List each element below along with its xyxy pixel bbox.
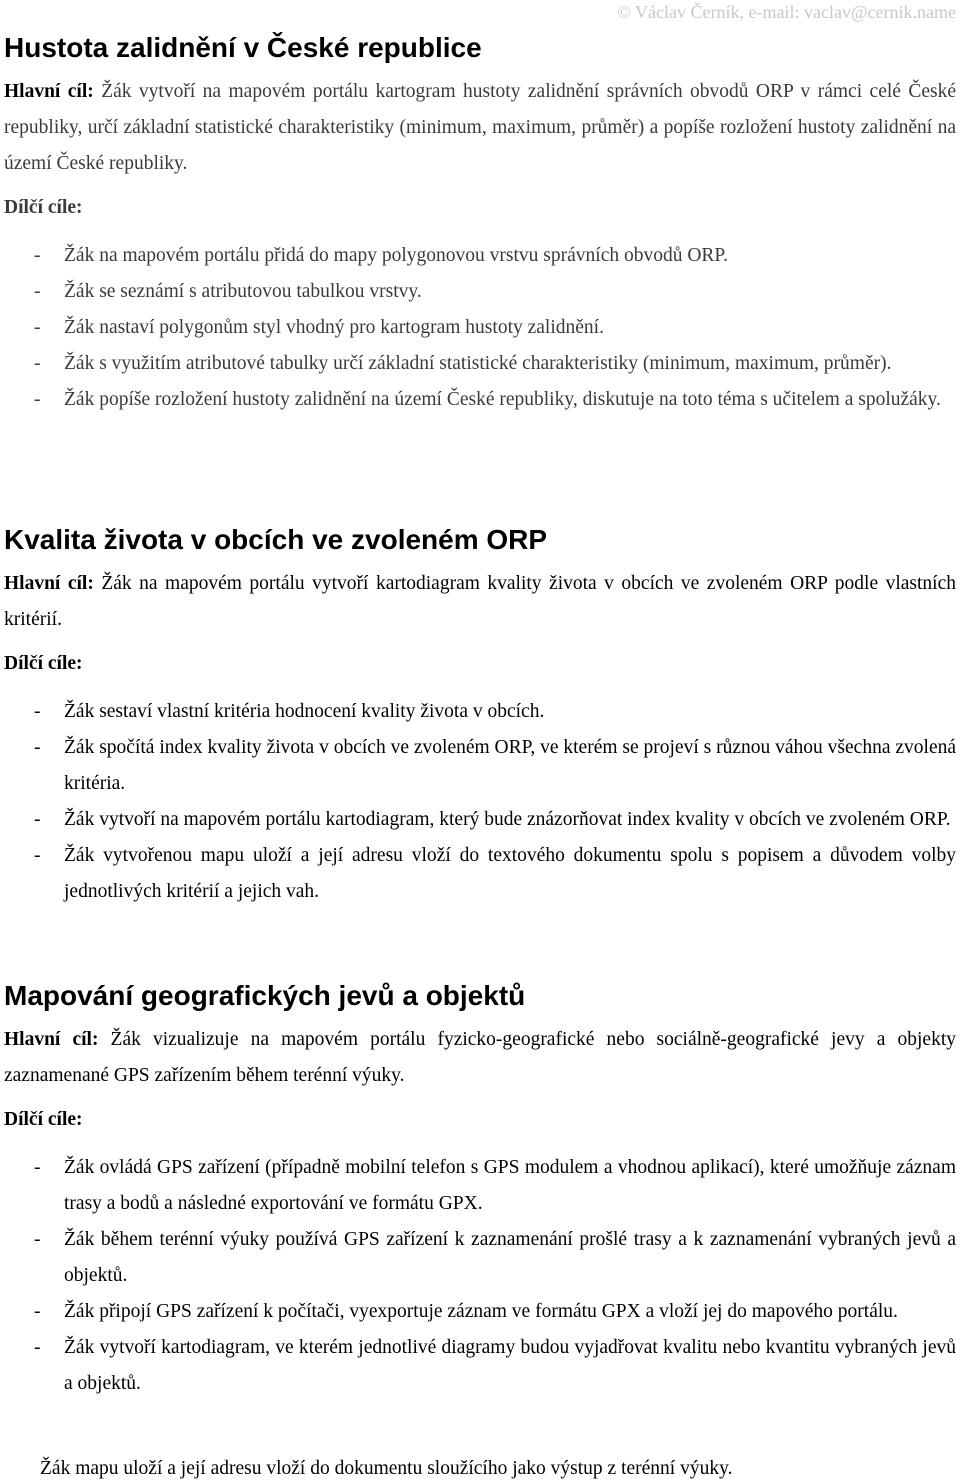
subgoals-list — [4, 694, 956, 910]
main-goal-text: Žák vizualizuje na mapovém portálu fyzicko-geografické nebo sociálně-geografické jevy a objekty zaznamenané GPS zařízením během terénní výuky. — [4, 1029, 956, 1086]
list-item: - Žák připojí GPS zařízení k počítači, vyexportuje záznam ve formátu GPX a vloží jej do mapového portálu. — [34, 1301, 898, 1322]
subgoals-list — [4, 1150, 956, 1402]
list-item: - Žák vytvoří kartodiagram, ve kterém jednotlivé diagramy budou vyjadřovat kvalitu nebo kvantitu vybraných jevů a objektů. — [34, 1337, 956, 1394]
main-goal-text: Žák na mapovém portálu vytvoří kartodiagram kvality života v obcích ve zvoleném ORP podle vlastních kritérií. — [4, 573, 956, 630]
list-item: - Žák s využitím atributové tabulky určí základní statistické charakteristiky (minimum, maximum, průměr). — [34, 353, 892, 374]
copyright-notice: © Václav Černík, e-mail: vaclav@cernik.name — [617, 2, 956, 22]
subgoals-label: Dílčí cíle: — [4, 653, 83, 674]
list-item: - Žák vytvořenou mapu uloží a její adresu vloží do textového dokumentu spolu s popisem a důvodem volby jednotlivých kritérií a jejich vah. — [34, 845, 956, 902]
main-goal-text: Žák vytvoří na mapovém portálu kartogram hustoty zalidnění správních obvodů ORP v rámci celé České republiky, určí základní statistické charakteristiky (minimum, maximum, průměr) a popíše rozložení hustoty zalidnění na území České republiky. — [4, 81, 956, 174]
main-goal — [4, 1022, 956, 1094]
section-geographic-mapping — [4, 978, 956, 1402]
main-goal-label: Hlavní cíl: — [4, 81, 94, 102]
list-item: - Žák se seznámí s atributovou tabulkou vrstvy. — [34, 281, 422, 302]
main-goal-label: Hlavní cíl: — [4, 1029, 99, 1050]
list-item: - Žák sestaví vlastní kritéria hodnocení kvality života v obcích. — [34, 701, 545, 722]
list-item: - Žák ovládá GPS zařízení (případně mobilní telefon s GPS modulem a vhodnou aplikací), které umožňuje záznam trasy a bodů a následné exportování ve formátu GPX. — [34, 1157, 956, 1214]
footer-note: Žák mapu uloží a její adresu vloží do dokumentu sloužícího jako výstup z terénní výuky. — [40, 1458, 733, 1479]
main-goal-label: Hlavní cíl: — [4, 573, 94, 594]
subgoals-list — [4, 238, 956, 418]
list-item: - Žák popíše rozložení hustoty zalidnění na území České republiky, diskutuje na toto téma s učitelem a spolužáky. — [34, 389, 941, 410]
section-title: Kvalita života v obcích ve zvoleném ORP — [4, 524, 548, 555]
list-item: - Žák během terénní výuky používá GPS zařízení k zaznamenání prošlé trasy a k zaznamenání vybraných jevů a objektů. — [34, 1229, 956, 1286]
main-goal — [4, 566, 956, 638]
main-goal — [4, 74, 956, 182]
section-quality-of-life — [4, 522, 956, 910]
list-item: - Žák na mapovém portálu přidá do mapy polygonovou vrstvu správních obvodů ORP. — [34, 245, 728, 266]
list-item: - Žák spočítá index kvality života v obcích ve zvoleném ORP, ve kterém se projeví s různou váhou všechna zvolená kritéria. — [34, 737, 956, 794]
section-population-density — [4, 30, 956, 418]
section-title: Mapování geografických jevů a objektů — [4, 980, 526, 1011]
subgoals-label: Dílčí cíle: — [4, 197, 83, 218]
section-title: Hustota zalidnění v České republice — [4, 32, 482, 63]
subgoals-label: Dílčí cíle: — [4, 1109, 83, 1130]
list-item: - Žák vytvoří na mapovém portálu kartodiagram, který bude znázorňovat index kvality v obcích ve zvoleném ORP. — [34, 809, 951, 830]
list-item: - Žák nastaví polygonům styl vhodný pro kartogram hustoty zalidnění. — [34, 317, 604, 338]
